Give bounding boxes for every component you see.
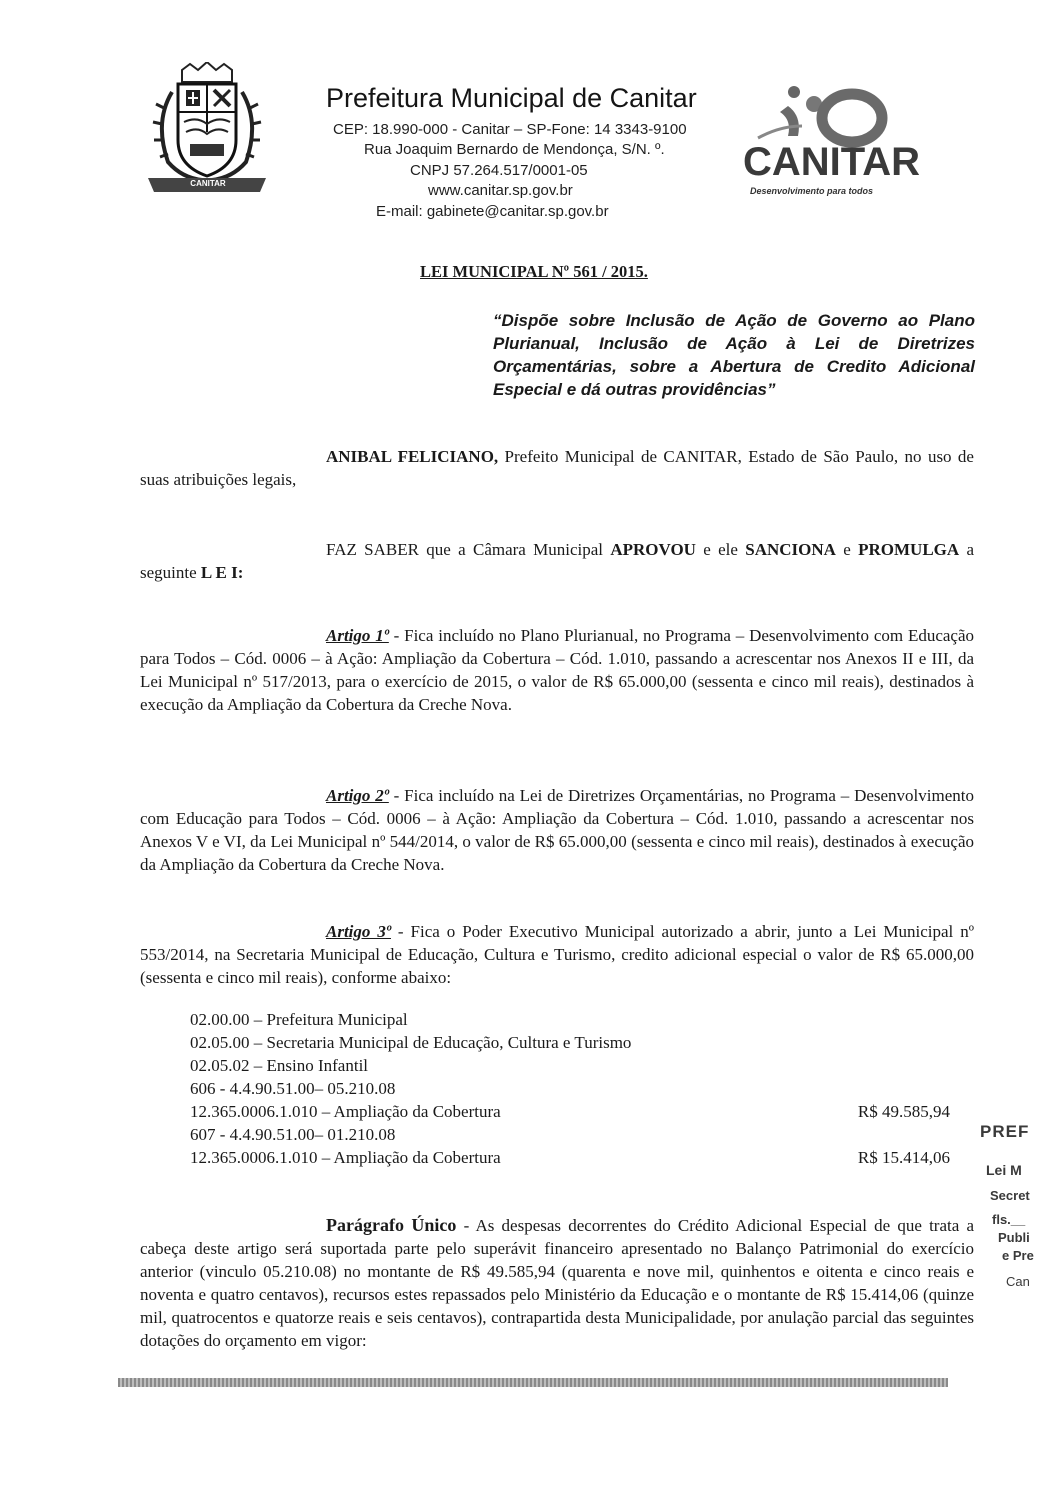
article-2-label: Artigo 2º [326, 786, 389, 805]
stamp-fragment: Can [1006, 1274, 1030, 1289]
article-1 [140, 624, 974, 716]
budget-desc: 607 - 4.4.90.51.00– 01.210.08 [190, 1125, 396, 1144]
article-1-label: Artigo 1º [326, 626, 389, 645]
budget-amount [838, 1054, 950, 1077]
budget-amount: R$ 15.414,06 [857, 1148, 950, 1167]
stamp-fragment: Lei M [986, 1162, 1022, 1178]
law-summary: “Dispõe sobre Inclusão de Ação de Governo ao Plano Plurianual, Inclusão de Ação à Lei de Diretrizes Orçamentárias, sobre a Abertura de Credito Adicional Especial e dá outras providências” [493, 311, 975, 399]
header-cnpj: CNPJ 57.264.517/0001-05 [410, 162, 588, 179]
article-3 [140, 920, 974, 989]
list-item [190, 1123, 950, 1146]
budget-amount: R$ 49.585,94 [857, 1102, 950, 1121]
budget-desc: 12.365.0006.1.010 – Ampliação da Cobertura [190, 1102, 501, 1121]
budget-amount [838, 1123, 950, 1146]
header-address: Rua Joaquim Bernardo de Mendonça, S/N. º. [364, 141, 665, 158]
article-2 [140, 784, 974, 876]
article-2-text: - Fica incluído na Lei de Diretrizes Orçamentárias, no Programa – Desenvolvimento com Educação para Todos – Cód. 0006 – à Ação: Ampliação da Cobertura – Cód. 1.010, passando a acrescentar nos Anexos V e VI, da Lei Municipal nº 544/2014, o valor de R$ 65.000,00 (sessenta e cinco mil reais), destinados à execução da Ampliação da Cobertura da Creche Nova. [140, 786, 974, 874]
preamble-text: Prefeito Municipal de CANITAR, Estado de São Paulo, no uso de suas atribuições legais, [140, 447, 974, 489]
logo-wordmark: CANITAR [743, 140, 921, 184]
municipality-title: Prefeitura Municipal de Canitar [326, 83, 697, 113]
budget-amount [838, 1008, 950, 1031]
enactment-text-3: e [835, 540, 859, 559]
list-item [190, 1031, 950, 1054]
header-cep-phone: CEP: 18.990-000 - Canitar – SP-Fone: 14 3343-9100 [333, 121, 687, 138]
budget-desc: 02.05.00 – Secretaria Municipal de Educação, Cultura e Turismo [190, 1033, 632, 1052]
list-item [190, 1077, 950, 1100]
sole-paragraph-text: - As despesas decorrentes do Crédito Adicional Especial de que trata a cabeça deste artigo será suportada parte pelo superávit financeiro apresentado no Balanço Patrimonial do exercício anterior (vinculo 05.210.08) no montante de R$ 49.585,94 (quarenta e nove mil, quinhentos e oitenta e cinco reais e noventa e quatro centavos), recursos estes repassados pelo Ministério da Educação e o montante de R$ 15.414,06 (quinze mil, quatrocentos e quatorze reais e seis centavos), contrapartida desta Municipalidade, por anulação parcial das seguintes dotações do orçamento em vigor: [140, 1216, 975, 1350]
footer-divider [118, 1378, 948, 1387]
enactment-promulgates: PROMULGA [858, 540, 960, 559]
enactment-text-1: FAZ SABER que a Câmara Municipal [326, 540, 611, 559]
budget-desc: 02.05.02 – Ensino Infantil [190, 1056, 369, 1075]
header-website: www.canitar.sp.gov.br [428, 182, 573, 199]
stamp-fragment: Secret [990, 1188, 1030, 1203]
mayor-name: ANIBAL FELICIANO, [326, 447, 499, 466]
stamp-fragment: e Pre [1002, 1248, 1034, 1263]
sole-paragraph [140, 1214, 974, 1352]
preamble-paragraph [140, 445, 974, 491]
budget-desc: 02.00.00 – Prefeitura Municipal [190, 1010, 408, 1029]
law-title: LEI MUNICIPAL Nº 561 / 2015. [420, 262, 648, 281]
municipal-crest-icon [142, 62, 272, 198]
enactment-sanctions: SANCIONA [745, 540, 836, 559]
list-item [190, 1054, 950, 1077]
budget-amount [838, 1077, 950, 1100]
budget-amount [838, 1031, 950, 1054]
sole-paragraph-label: Parágrafo Único [326, 1215, 457, 1235]
budget-desc: 606 - 4.4.90.51.00– 05.210.08 [190, 1079, 396, 1098]
logo-slogan: Desenvolvimento para todos [750, 186, 874, 196]
list-item [190, 1100, 950, 1123]
enactment-text-2: e ele [695, 540, 746, 559]
crest-banner-text: CANITAR [190, 179, 226, 188]
enactment-paragraph [140, 538, 974, 584]
budget-allocation-list [190, 1008, 950, 1169]
article-3-text: - Fica o Poder Executivo Municipal autorizado a abrir, junto a Lei Municipal nº 553/2014, na Secretaria Municipal de Educação, Cultura e Turismo, credito adicional especial o valor de R$ 65.000,00 (sessenta e cinco mil reais), conforme abaixo: [140, 922, 974, 987]
header-email: E-mail: gabinete@canitar.sp.gov.br [376, 203, 609, 220]
article-3-label: Artigo 3º [326, 922, 391, 941]
enactment-law: L E I: [200, 563, 244, 582]
stamp-fragment: PREF [980, 1122, 1030, 1141]
stamp-fragment: Publi [998, 1230, 1030, 1245]
list-item [190, 1008, 950, 1031]
enactment-approved: APROVOU [610, 540, 696, 559]
article-1-text: - Fica incluído no Plano Plurianual, no Programa – Desenvolvimento com Educação para Todos – Cód. 0006 – à Ação: Ampliação da Cobertura – Cód. 1.010, passando a acrescentar nos Anexos II e III, da Lei Municipal nº 517/2013, para o exercício de 2015, o valor de R$ 65.000,00 (sessenta e cinco mil reais), destinados à execução da Ampliação da Cobertura da Creche Nova. [140, 626, 975, 714]
stamp-fragment: fls.__ [992, 1212, 1026, 1227]
budget-desc: 12.365.0006.1.010 – Ampliação da Cobertura [190, 1148, 501, 1167]
enactment-text-4: a seguinte [140, 540, 975, 582]
list-item [190, 1146, 950, 1169]
